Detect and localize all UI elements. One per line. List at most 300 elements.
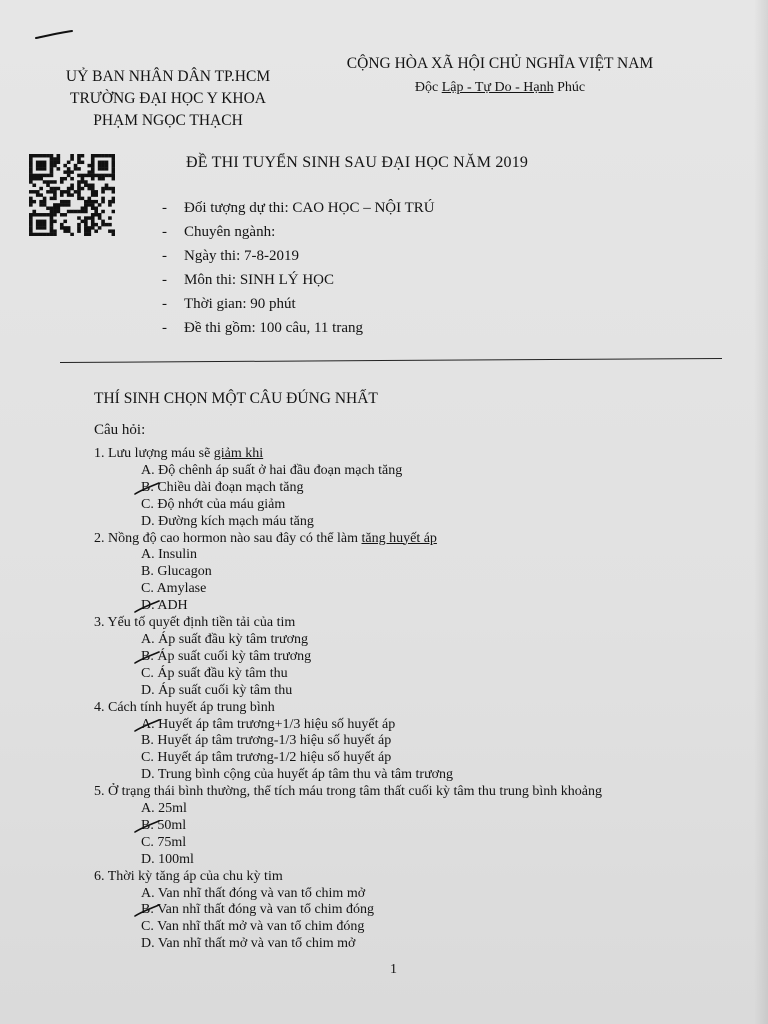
qr-module <box>94 200 98 203</box>
qr-module <box>77 223 81 226</box>
qr-module <box>98 154 102 157</box>
qr-module <box>77 157 81 160</box>
qr-module <box>46 206 50 209</box>
qr-module <box>53 206 57 209</box>
qr-module <box>36 164 40 167</box>
answer-option: C. Độ nhớt của máu giảm <box>141 496 286 512</box>
qr-module <box>63 220 67 223</box>
qr-module <box>91 174 95 177</box>
answer-option: A. Insulin <box>141 547 197 563</box>
qr-module <box>87 184 91 187</box>
qr-module <box>81 197 85 200</box>
answer-option: B. Huyết áp tâm trương-1/3 hiệu số huyết áp <box>141 733 392 749</box>
qr-module <box>98 203 102 206</box>
qr-module <box>77 226 81 229</box>
qr-module <box>60 193 64 196</box>
qr-module <box>67 226 71 229</box>
answer-option: D. Van nhĩ thất mở và van tổ chim mở <box>141 936 356 952</box>
qr-module <box>70 210 74 213</box>
qr-module <box>108 223 112 226</box>
bullet-dash: - <box>162 320 167 336</box>
instruction-heading: THÍ SINH CHỌN MỘT CÂU ĐÚNG NHẤT <box>94 390 378 407</box>
qr-module <box>57 203 61 206</box>
qr-module <box>29 216 33 219</box>
institution-line-1: UỶ BAN NHÂN DÂN TP.HCM <box>65 68 271 85</box>
qr-module <box>101 177 105 180</box>
qr-code <box>29 154 115 236</box>
qr-module <box>70 154 74 157</box>
qr-module <box>112 170 115 173</box>
qr-module <box>84 223 88 226</box>
qr-module <box>81 210 85 213</box>
qr-module <box>81 154 85 157</box>
qr-module <box>77 154 81 157</box>
qr-module <box>81 177 85 180</box>
qr-module <box>112 157 115 160</box>
qr-module <box>63 229 67 232</box>
qr-module <box>112 197 115 200</box>
qr-module <box>67 229 71 232</box>
qr-module <box>43 233 47 236</box>
qr-module <box>36 161 40 164</box>
qr-module <box>53 164 57 167</box>
qr-module <box>43 154 47 157</box>
qr-module <box>87 187 91 190</box>
qr-module <box>77 190 81 193</box>
qr-module <box>43 213 47 216</box>
question-title: 2. Nồng độ cao hormon nào sau đây có thể làm tăng huyết áp <box>94 530 437 546</box>
qr-module <box>98 174 102 177</box>
answer-option: A. Độ chênh áp suất ở hai đầu đoạn mạch tăng <box>141 462 403 478</box>
answer-option: D. 100ml <box>141 851 194 867</box>
answer-option: D. Trung bình cộng của huyết áp tâm thu và tâm trương <box>141 767 454 783</box>
question-title: 6. Thời kỳ tăng áp của chu kỳ tim <box>94 868 283 884</box>
qr-module <box>46 174 50 177</box>
question-title: 3. Yếu tố quyết định tiền tải của tim <box>94 615 296 631</box>
qr-module <box>32 190 36 193</box>
qr-module <box>70 187 74 190</box>
qr-module <box>98 177 102 180</box>
qr-module <box>105 174 109 177</box>
qr-module <box>39 220 43 223</box>
qr-module <box>112 177 115 180</box>
qr-module <box>39 226 43 229</box>
qr-module <box>101 220 105 223</box>
qr-module <box>43 161 47 164</box>
qr-module <box>67 193 71 196</box>
qr-module <box>36 220 40 223</box>
qr-module <box>46 154 50 157</box>
qr-module <box>32 233 36 236</box>
qr-module <box>91 177 95 180</box>
qr-module <box>112 154 115 157</box>
institution-line-2: TRƯỜNG ĐẠI HỌC Y KHOA <box>69 90 266 107</box>
qr-module <box>43 164 47 167</box>
qr-module <box>77 174 81 177</box>
qr-module <box>39 187 43 190</box>
qr-module <box>101 190 105 193</box>
answer-option: C. Amylase <box>141 581 207 597</box>
qr-module <box>32 184 36 187</box>
bullet-dash: - <box>162 248 167 264</box>
qr-module <box>60 180 64 183</box>
qr-module <box>36 233 40 236</box>
qr-module <box>101 197 105 200</box>
qr-module <box>57 210 61 213</box>
qr-module <box>70 157 74 160</box>
qr-module <box>29 157 33 160</box>
answer-option: B. Chiều dài đoạn mạch tăng <box>141 480 694 497</box>
qr-module <box>29 197 33 200</box>
qr-module <box>50 213 54 216</box>
national-title: CỘNG HÒA XÃ HỘI CHỦ NGHĨA VIỆT NAM <box>346 55 654 72</box>
qr-module <box>29 161 33 164</box>
qr-module <box>39 161 43 164</box>
question-block <box>94 784 694 869</box>
qr-module <box>43 223 47 226</box>
qr-module <box>84 206 88 209</box>
question-keyword-underlined: tăng huyết áp <box>361 530 437 546</box>
qr-module <box>87 170 91 173</box>
qr-module <box>84 229 88 232</box>
qr-module <box>32 213 36 216</box>
page-number: 1 <box>390 962 397 977</box>
qr-module <box>46 184 50 187</box>
qr-module <box>112 167 115 170</box>
qr-module <box>70 184 74 187</box>
qr-module <box>101 174 105 177</box>
qr-module <box>53 157 57 160</box>
qr-module <box>29 220 33 223</box>
qr-module <box>94 229 98 232</box>
qr-module <box>101 167 105 170</box>
exam-info-item <box>162 196 435 220</box>
qr-module <box>53 161 57 164</box>
qr-module <box>29 174 33 177</box>
qr-module <box>63 203 67 206</box>
qr-module <box>43 174 47 177</box>
qr-module <box>32 174 36 177</box>
qr-module <box>67 203 71 206</box>
qr-module <box>91 213 95 216</box>
bullet-dash: - <box>162 224 167 240</box>
national-motto: Độc Lập - Tự Do - Hạnh Phúc <box>414 80 586 95</box>
qr-module <box>36 174 40 177</box>
qr-module <box>108 229 112 232</box>
qr-module <box>91 157 95 160</box>
qr-module <box>36 213 40 216</box>
qr-module <box>43 203 47 206</box>
qr-module <box>53 187 57 190</box>
qr-module <box>94 223 98 226</box>
qr-module <box>63 226 67 229</box>
qr-module <box>91 216 95 219</box>
qr-module <box>98 216 102 219</box>
bullet-dash: - <box>162 296 167 312</box>
qr-module <box>70 233 74 236</box>
qr-module <box>87 226 91 229</box>
qr-module <box>87 174 91 177</box>
qr-module <box>112 187 115 190</box>
exam-info-text: Thời gian: 90 phút <box>184 296 296 312</box>
qr-module <box>50 174 54 177</box>
answer-option: A. 25ml <box>141 801 187 817</box>
qr-module <box>112 233 115 236</box>
qr-module <box>94 193 98 196</box>
qr-module <box>91 190 95 193</box>
qr-module <box>60 213 64 216</box>
qr-module <box>36 226 40 229</box>
page-edge-shadow <box>754 0 768 1024</box>
qr-module <box>101 161 105 164</box>
qr-module <box>53 220 57 223</box>
qr-module <box>50 164 54 167</box>
qr-module <box>105 167 109 170</box>
qr-module <box>29 170 33 173</box>
question-block <box>94 446 694 531</box>
qr-module <box>60 200 64 203</box>
exam-info-text: Đề thi gồm: 100 câu, 11 trang <box>184 320 363 336</box>
qr-module <box>39 154 43 157</box>
qr-module <box>63 213 67 216</box>
qr-module <box>108 174 112 177</box>
qr-module <box>29 164 33 167</box>
qr-module <box>91 203 95 206</box>
qr-module <box>50 226 54 229</box>
qr-module <box>50 206 54 209</box>
qr-module <box>84 220 88 223</box>
qr-module <box>91 187 95 190</box>
qr-module <box>29 213 33 216</box>
qr-module <box>101 210 105 213</box>
qr-module <box>36 154 40 157</box>
qr-module <box>63 190 67 193</box>
qr-module <box>53 233 57 236</box>
qr-module <box>70 177 74 180</box>
qr-module <box>81 161 85 164</box>
qr-module <box>36 167 40 170</box>
qr-module <box>91 167 95 170</box>
qr-module <box>57 161 61 164</box>
exam-info-item <box>162 268 435 292</box>
qr-module <box>29 177 33 180</box>
qr-module <box>29 226 33 229</box>
qr-module <box>81 174 85 177</box>
qr-module <box>57 206 61 209</box>
qr-module <box>84 200 88 203</box>
qr-module <box>74 190 78 193</box>
qr-module <box>77 197 81 200</box>
qr-module <box>39 213 43 216</box>
qr-module <box>43 197 47 200</box>
qr-module <box>105 164 109 167</box>
qr-module <box>77 187 81 190</box>
qr-module <box>77 216 81 219</box>
qr-module <box>108 200 112 203</box>
answer-option: C. 75ml <box>141 834 187 850</box>
qr-module <box>112 210 115 213</box>
qr-module <box>84 226 88 229</box>
institution-line-3: PHẠM NGỌC THẠCH <box>93 112 243 129</box>
qr-module <box>74 210 78 213</box>
qr-module <box>50 210 54 213</box>
question-block <box>94 700 694 785</box>
qr-module <box>101 164 105 167</box>
qr-module <box>29 223 33 226</box>
qr-module <box>77 184 81 187</box>
qr-module <box>94 154 98 157</box>
qr-module <box>53 197 57 200</box>
qr-module <box>36 223 40 226</box>
answer-option: C. Áp suất đầu kỳ tâm thu <box>141 665 288 681</box>
qr-module <box>50 161 54 164</box>
qr-module <box>50 233 54 236</box>
qr-module <box>81 206 85 209</box>
qr-module <box>84 184 88 187</box>
institution-header <box>48 66 288 132</box>
qr-module <box>98 226 102 229</box>
qr-module <box>57 154 61 157</box>
qr-module <box>77 180 81 183</box>
qr-module <box>84 203 88 206</box>
qr-module <box>53 193 57 196</box>
answer-option: D. Đường kích mạch máu tăng <box>141 513 314 529</box>
qr-module <box>81 220 85 223</box>
qr-module <box>63 170 67 173</box>
qr-module <box>60 190 64 193</box>
qr-module <box>108 216 112 219</box>
question-block <box>94 869 694 954</box>
qr-module <box>84 174 88 177</box>
qr-module <box>53 203 57 206</box>
qr-module <box>77 193 81 196</box>
qr-module <box>98 213 102 216</box>
qr-module <box>57 157 61 160</box>
qr-module <box>98 164 102 167</box>
qr-module <box>32 210 36 213</box>
qr-module <box>50 170 54 173</box>
qr-module <box>91 223 95 226</box>
qr-module <box>50 229 54 232</box>
qr-module <box>91 170 95 173</box>
qr-module <box>50 190 54 193</box>
qr-module <box>50 157 54 160</box>
qr-module <box>112 174 115 177</box>
qr-module <box>39 177 43 180</box>
qr-module <box>91 154 95 157</box>
qr-module <box>87 197 91 200</box>
qr-module <box>50 187 54 190</box>
qr-module <box>94 206 98 209</box>
national-header <box>330 52 670 100</box>
qr-module <box>87 203 91 206</box>
answer-option: B. 50ml <box>141 818 694 835</box>
qr-module <box>39 174 43 177</box>
qr-module <box>87 233 91 236</box>
qr-module <box>77 161 81 164</box>
qr-module <box>91 206 95 209</box>
exam-info-text: Ngày thi: 7-8-2019 <box>184 248 299 264</box>
qr-module <box>91 184 95 187</box>
question-block <box>94 531 694 616</box>
qr-module <box>105 223 109 226</box>
qr-module <box>67 167 71 170</box>
qr-module <box>39 167 43 170</box>
qr-module <box>91 161 95 164</box>
qr-module <box>50 167 54 170</box>
qr-module <box>60 203 64 206</box>
answer-option: B. Van nhĩ thất đóng và van tổ chim đóng <box>141 902 694 919</box>
qr-module <box>81 180 85 183</box>
qr-module <box>50 216 54 219</box>
qr-module <box>50 154 54 157</box>
qr-module <box>53 213 57 216</box>
qr-module <box>84 180 88 183</box>
qr-module <box>98 161 102 164</box>
qr-module <box>81 187 85 190</box>
qr-module <box>91 226 95 229</box>
qr-module <box>43 220 47 223</box>
qr-module <box>77 210 81 213</box>
qr-module <box>112 190 115 193</box>
qr-module <box>70 170 74 173</box>
qr-module <box>39 164 43 167</box>
qr-module <box>91 220 95 223</box>
exam-title: ĐỀ THI TUYỂN SINH SAU ĐẠI HỌC NĂM 2019 <box>186 154 529 171</box>
qr-module <box>63 164 67 167</box>
qr-module <box>91 200 95 203</box>
separator-line <box>60 358 722 363</box>
qr-module <box>39 203 43 206</box>
qr-module <box>29 190 33 193</box>
qr-module <box>50 220 54 223</box>
qr-module <box>94 174 98 177</box>
question-title: 5. Ở trạng thái bình thường, thể tích máu trong tâm thất cuối kỳ tâm thu trung bình khoảng <box>94 784 603 800</box>
question-title: 4. Cách tính huyết áp trung bình <box>94 699 275 715</box>
pen-stroke-mark <box>34 28 74 42</box>
answer-option: A. Huyết áp tâm trương+1/3 hiệu số huyết áp <box>141 717 694 734</box>
qr-module <box>50 180 54 183</box>
qr-module <box>29 229 33 232</box>
qr-module <box>39 233 43 236</box>
qr-module <box>108 203 112 206</box>
qr-module <box>87 164 91 167</box>
answer-option: C. Huyết áp tâm trương-1/2 hiệu số huyết áp <box>141 750 392 766</box>
qr-module <box>29 203 33 206</box>
qr-module <box>112 164 115 167</box>
qr-module <box>46 233 50 236</box>
question-keyword-underlined: giảm khi <box>213 446 264 461</box>
question-block <box>94 615 694 700</box>
qr-module <box>105 187 109 190</box>
qr-module <box>70 193 74 196</box>
qr-module <box>94 210 98 213</box>
exam-info-item <box>162 292 435 316</box>
qr-module <box>101 200 105 203</box>
qr-module <box>60 223 64 226</box>
qr-module <box>108 154 112 157</box>
bullet-dash: - <box>162 200 167 216</box>
qr-module <box>87 200 91 203</box>
qr-module <box>53 229 57 232</box>
qr-module <box>74 167 78 170</box>
qr-module <box>74 164 78 167</box>
qr-module <box>112 161 115 164</box>
qr-module <box>43 180 47 183</box>
qr-module <box>77 167 81 170</box>
qr-module <box>46 213 50 216</box>
qr-module <box>29 154 33 157</box>
